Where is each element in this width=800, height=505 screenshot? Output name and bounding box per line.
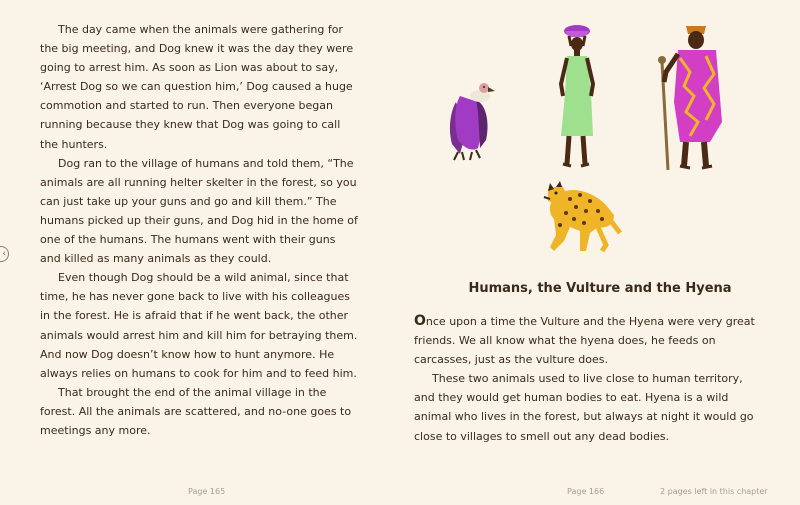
page-number-right: Page 166 bbox=[567, 487, 605, 496]
hyena-illustration bbox=[540, 175, 626, 255]
paragraph: Even though Dog should be a wild animal, since that time, he has never gone back to live with his colleagues in the forest. He is afraid that if he went back, the other animals would arrest him and kill him for betraying them. And now Dog doesn’t know how to hunt anymore. He always relies on humans to cook for him and to feed him. bbox=[40, 271, 358, 380]
vulture-illustration bbox=[446, 82, 498, 162]
paragraph: Dog ran to the village of humans and told them, “The animals are all running helter skelter in the forest, so you can just take up your guns and go and kill them.” The humans picked up their guns, and Dog hid in the home of one of the humans. The humans went with their guns and killed as many animals as they could. bbox=[40, 156, 358, 266]
first-paragraph-rest: nce upon a time the Vulture and the Hyena were very great friends. We all know what the hyena does, he feeds on carcasses, just as the vulture does. bbox=[414, 315, 755, 367]
paragraph: These two animals used to live close to human territory, and they would get human bodies to eat. Hyena is a wild animal who lives in the forest, but always at night it would go close to villages to smell out any dead bodies. bbox=[414, 372, 754, 443]
previous-page-button[interactable]: ‹ bbox=[0, 246, 9, 262]
left-page-text bbox=[40, 20, 358, 440]
paragraph: That brought the end of the animal village in the forest. All the animals are scattered, and no-one goes to meetings any more. bbox=[40, 385, 352, 437]
page-number-left: Page 165 bbox=[188, 487, 226, 496]
right-page-text bbox=[414, 312, 766, 446]
drop-cap: O bbox=[414, 313, 426, 329]
pages-left-indicator: 2 pages left in this chapter bbox=[660, 487, 768, 496]
man-with-staff-illustration bbox=[650, 22, 730, 170]
paragraph: The day came when the animals were gathering for the big meeting, and Dog knew it was the day they were going to arrest him. As soon as Lion was about to say, ‘Arrest Dog so we can question him,’ Dog caused a huge commotion and started to run. Then everyone began running because they knew that Dog was going to call the hunters. bbox=[40, 23, 354, 151]
woman-with-basket-illustration bbox=[553, 24, 601, 170]
chapter-title: Humans, the Vulture and the Hyena bbox=[468, 281, 732, 296]
first-paragraph bbox=[414, 312, 766, 369]
